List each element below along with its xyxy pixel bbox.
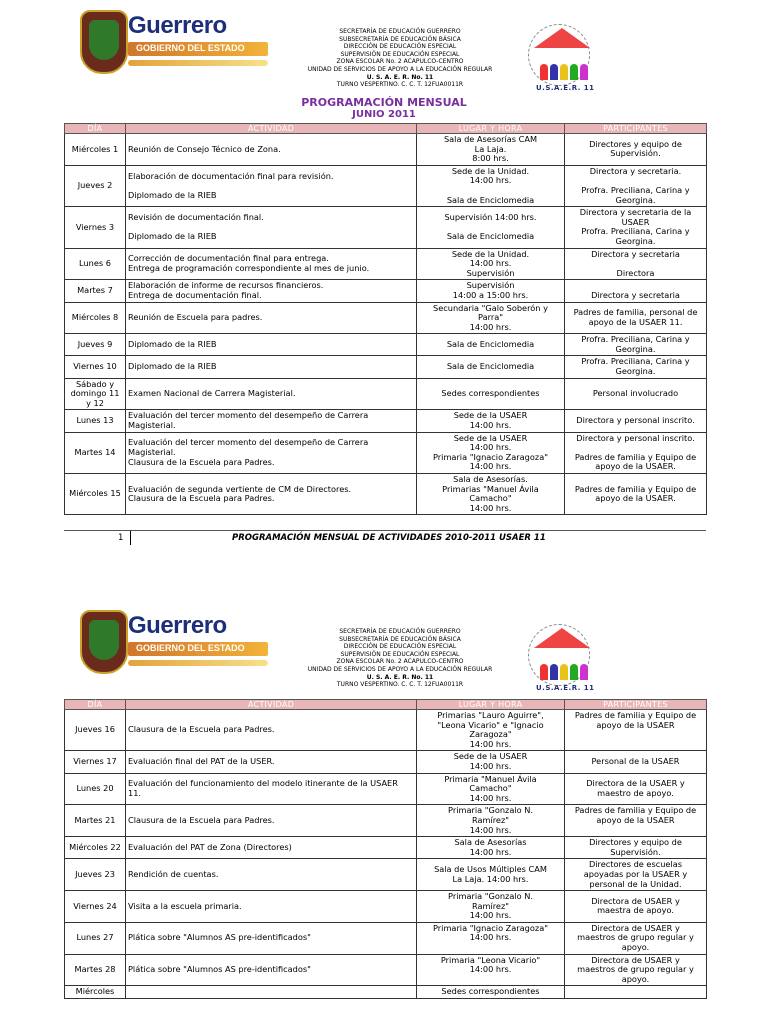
activity-cell-line: Clausura de la Escuela para Padres. bbox=[128, 814, 275, 825]
place-time-cell-line: Sede de la USAER bbox=[453, 410, 528, 421]
state-seal-icon bbox=[80, 610, 128, 674]
column-header: LUGAR Y HORA bbox=[417, 124, 565, 134]
place-time-cell-line: Sede de la Unidad. bbox=[451, 248, 530, 259]
activity-cell-line: Entrega de programación correspondiente al mes de junio. bbox=[128, 262, 370, 273]
place-time-cell-line: Primarias "Manuel Ávila bbox=[442, 483, 539, 494]
participants-cell-line: apoyo. bbox=[621, 942, 650, 953]
table-row bbox=[65, 710, 707, 751]
usaer-logo bbox=[528, 24, 598, 94]
table-row bbox=[65, 837, 707, 859]
place-time-cell-line: Primarias "Lauro Aguirre", bbox=[437, 710, 544, 720]
place-time-cell bbox=[417, 859, 565, 891]
place-time-cell-line: Primaria "Ignacio Zaragoza" bbox=[433, 451, 548, 462]
day-cell: Jueves 2 bbox=[65, 165, 126, 206]
activity-cell-line: Entrega de documentación final. bbox=[128, 289, 262, 300]
logo-brand: Guerrero bbox=[128, 612, 227, 639]
place-time-cell-line: 14:00 hrs. bbox=[469, 738, 512, 749]
activity-cell bbox=[126, 134, 417, 166]
participants-cell-line: Directora de USAER y bbox=[591, 954, 680, 965]
place-time-cell bbox=[417, 922, 565, 954]
table-header-row bbox=[65, 124, 707, 134]
participants-cell bbox=[565, 165, 707, 206]
place-time-cell-line: Sede de la USAER bbox=[453, 432, 528, 443]
day-cell: Viernes 24 bbox=[65, 891, 126, 923]
participants-cell bbox=[565, 474, 707, 515]
place-time-cell-line: Supervisión bbox=[466, 267, 515, 278]
place-time-cell-line: 14:00 hrs. bbox=[469, 442, 512, 453]
participants-cell bbox=[565, 922, 707, 954]
place-time-cell-line: Sala de Asesorías. bbox=[453, 474, 528, 484]
table-row bbox=[65, 859, 707, 891]
activity-cell-line bbox=[128, 987, 414, 997]
institution-line: DIRECCIÓN DE EDUCACIÓN ESPECIAL bbox=[343, 643, 457, 651]
table-row bbox=[65, 302, 707, 334]
participants-cell bbox=[565, 378, 707, 410]
participants-cell bbox=[565, 207, 707, 248]
participants-cell bbox=[565, 432, 707, 473]
participants-cell-line: maestros de grupo regular y bbox=[577, 964, 694, 975]
activity-cell-line: Rendición de cuentas. bbox=[128, 868, 219, 879]
activity-cell bbox=[126, 165, 417, 206]
column-header: ACTIVIDAD bbox=[126, 124, 417, 134]
participants-cell bbox=[565, 356, 707, 378]
footer-text: PROGRAMACIÓN MENSUAL DE ACTIVIDADES 2010-2011 USAER 11 bbox=[232, 533, 546, 543]
activity-cell-line: Corrección de documentación final para entrega. bbox=[128, 253, 329, 264]
place-time-cell bbox=[417, 165, 565, 206]
place-time-cell bbox=[417, 334, 565, 356]
place-time-cell-line: 14:00 hrs. bbox=[469, 846, 512, 857]
place-time-cell-line: 14:00 hrs. bbox=[469, 760, 512, 771]
participants-cell bbox=[565, 134, 707, 166]
activity-cell bbox=[126, 207, 417, 248]
place-time-cell-line: Primaria "Manuel Ávila bbox=[444, 773, 537, 784]
activity-cell-line: 11. bbox=[128, 787, 142, 798]
place-time-cell-line: 14:00 hrs. bbox=[469, 321, 512, 332]
activity-cell-line: Evaluación de segunda vertiente de CM de Directores. bbox=[128, 483, 352, 494]
guerrero-logo bbox=[80, 10, 270, 80]
participants-cell-line bbox=[567, 826, 704, 836]
activity-cell-line: Clausura de la Escuela para Padres. bbox=[128, 724, 275, 735]
participants-cell-line: Profra. Preciliana, Carina y bbox=[581, 226, 690, 237]
participants-cell-line: maestra de apoyo. bbox=[597, 905, 674, 916]
place-time-cell-line: Sede de la USAER bbox=[453, 751, 528, 762]
participants-cell-line: Padres de familia y Equipo de bbox=[574, 483, 697, 494]
participants-cell-line: apoyo de la USAER. bbox=[595, 493, 676, 504]
institution-line: TURNO VESPERTINO. C. C. T. 12FUA0011R bbox=[336, 81, 464, 89]
participants-cell-line: apoyadas por la USAER y bbox=[583, 868, 688, 879]
institution-line-bold: U. S. A. E. R. No. 11 bbox=[366, 73, 434, 81]
table-row bbox=[65, 207, 707, 248]
participants-cell-line: Georgina. bbox=[615, 366, 656, 377]
place-time-cell-line: 14:00 hrs. bbox=[469, 792, 512, 803]
column-header: PARTICIPANTES bbox=[565, 124, 707, 134]
participants-cell bbox=[565, 859, 707, 891]
participants-cell-line: Profra. Preciliana, Carina y bbox=[581, 356, 690, 367]
participants-cell-line bbox=[567, 987, 704, 997]
place-time-cell-line: Sede de la Unidad. bbox=[451, 165, 530, 176]
day-cell: Martes 21 bbox=[65, 805, 126, 837]
table-row bbox=[65, 773, 707, 805]
participants-cell-line: Padres de familia y Equipo de bbox=[574, 710, 697, 720]
day-cell: Viernes 3 bbox=[65, 207, 126, 248]
day-cell: Jueves 23 bbox=[65, 859, 126, 891]
column-header: DÍA bbox=[65, 700, 126, 710]
participants-cell-line: maestro de apoyo. bbox=[597, 787, 674, 798]
place-time-cell-line: Sala de Asesorías bbox=[454, 837, 527, 848]
activity-cell bbox=[126, 710, 417, 751]
activity-cell-line: Elaboración de informe de recursos financieros. bbox=[128, 280, 324, 291]
activity-cell-line: Clausura de la Escuela para Padres. bbox=[128, 456, 275, 467]
activity-cell bbox=[126, 837, 417, 859]
activity-cell bbox=[126, 922, 417, 954]
activity-cell bbox=[126, 859, 417, 891]
column-header: PARTICIPANTES bbox=[565, 700, 707, 710]
place-time-cell-line bbox=[419, 943, 562, 953]
place-time-cell-line: Primaria "Gonzalo N. bbox=[448, 805, 533, 816]
place-time-cell-line: 14:00 hrs. bbox=[469, 964, 512, 975]
place-time-cell-line: 14:00 hrs. bbox=[469, 420, 512, 431]
institution-line: DIRECCIÓN DE EDUCACIÓN ESPECIAL bbox=[343, 43, 457, 51]
institution-line: SUPERVISIÓN DE EDUCACIÓN ESPECIAL bbox=[340, 50, 460, 58]
day-cell: Martes 28 bbox=[65, 954, 126, 986]
place-time-cell-line: Sala de Enciclomedia bbox=[446, 339, 535, 350]
participants-cell-line: apoyo de la USAER. bbox=[595, 461, 676, 472]
place-time-cell-line: Camacho" bbox=[469, 783, 512, 794]
place-time-cell-line: Sala de Enciclomedia bbox=[446, 194, 535, 205]
participants-cell-line: Directora y personal inscrito. bbox=[576, 415, 695, 426]
place-time-cell-line: La Laja. 14:00 hrs. bbox=[452, 873, 529, 884]
table-row bbox=[65, 432, 707, 473]
day-cell: Lunes 27 bbox=[65, 922, 126, 954]
participants-cell-line: Supervisión. bbox=[610, 148, 661, 159]
place-time-cell-line: 14:00 hrs. bbox=[469, 824, 512, 835]
schedule-table-2 bbox=[64, 699, 707, 999]
participants-cell-line: Directora bbox=[616, 267, 655, 278]
participants-cell-line: Padres de familia y Equipo de bbox=[574, 451, 697, 462]
table-header-row bbox=[65, 700, 707, 710]
place-time-cell bbox=[417, 410, 565, 432]
place-time-cell-line: La Laja. bbox=[474, 143, 507, 154]
participants-cell-line: Georgina. bbox=[615, 194, 656, 205]
place-time-cell-line: Primaria "Ignacio Zaragoza" bbox=[433, 922, 548, 933]
activity-cell-line: Diplomado de la RIEB bbox=[128, 231, 217, 242]
participants-cell-line: Personal de la USAER bbox=[591, 756, 680, 767]
institution-line: SUPERVISIÓN DE EDUCACIÓN ESPECIAL bbox=[340, 650, 460, 658]
activity-cell-line: Plática sobre "Alumnos AS pre-identificados" bbox=[128, 964, 311, 975]
activity-cell bbox=[126, 773, 417, 805]
activity-cell-line: Reunión de Escuela para padres. bbox=[128, 312, 263, 323]
participants-cell bbox=[565, 805, 707, 837]
table-row bbox=[65, 378, 707, 410]
activity-cell-line: Diplomado de la RIEB bbox=[128, 361, 217, 372]
day-cell: Miércoles 1 bbox=[65, 134, 126, 166]
participants-cell-line: personal de la Unidad. bbox=[589, 878, 682, 889]
table-row bbox=[65, 280, 707, 302]
place-time-cell-line: "Leona Vicario" e "Ignacio bbox=[437, 719, 544, 730]
place-time-cell-line: Primaria "Leona Vicario" bbox=[440, 954, 541, 965]
table-row bbox=[65, 751, 707, 773]
place-time-cell-line: Sala de Asesorías CAM bbox=[443, 134, 538, 144]
table-row bbox=[65, 248, 707, 280]
place-time-cell bbox=[417, 302, 565, 334]
activity-cell-line: Evaluación del tercer momento del desempeño de Carrera Magisterial. bbox=[128, 437, 369, 458]
table-row bbox=[65, 165, 707, 206]
day-cell: Lunes 20 bbox=[65, 773, 126, 805]
activity-cell-line: Evaluación del tercer momento del desempeño de Carrera Magisterial. bbox=[128, 410, 369, 431]
participants-cell-line bbox=[567, 740, 704, 750]
day-cell: Lunes 6 bbox=[65, 248, 126, 280]
activity-cell-line: Examen Nacional de Carrera Magisterial. bbox=[128, 388, 296, 399]
day-cell: Miércoles bbox=[65, 986, 126, 999]
activity-cell bbox=[126, 805, 417, 837]
participants-cell-line: apoyo de la USAER bbox=[596, 719, 675, 730]
day-cell: Martes 7 bbox=[65, 280, 126, 302]
page-2 bbox=[0, 600, 768, 997]
activity-cell bbox=[126, 891, 417, 923]
place-time-cell-line: 8:00 hrs. bbox=[472, 153, 509, 164]
participants-cell-line: Personal involucrado bbox=[592, 388, 679, 399]
participants-cell-line: Directora y personal inscrito. bbox=[576, 432, 695, 443]
institution-line-bold: U. S. A. E. R. No. 11 bbox=[366, 673, 434, 681]
place-time-cell-line: 14:00 hrs. bbox=[469, 258, 512, 269]
place-time-cell-line: Camacho" bbox=[469, 493, 512, 504]
activity-cell bbox=[126, 986, 417, 999]
day-cell: Miércoles 15 bbox=[65, 474, 126, 515]
people-icon bbox=[538, 644, 586, 680]
activity-cell-line: Visita a la escuela primaria. bbox=[128, 900, 242, 911]
place-time-cell bbox=[417, 474, 565, 515]
participants-cell bbox=[565, 410, 707, 432]
participants-cell-line: USAER bbox=[621, 216, 650, 227]
place-time-cell-line: 14:00 hrs. bbox=[469, 910, 512, 921]
institution-line: SECRETARÍA DE EDUCACIÓN GUERRERO bbox=[339, 28, 461, 35]
participants-cell-line: Padres de familia, personal de bbox=[573, 307, 698, 318]
participants-cell bbox=[565, 837, 707, 859]
place-time-cell bbox=[417, 248, 565, 280]
activity-cell-line: Revisión de documentación final. bbox=[128, 211, 264, 222]
place-time-cell bbox=[417, 356, 565, 378]
table-row bbox=[65, 410, 707, 432]
institution-line: SUBSECRETARÍA DE EDUCACIÓN BÁSICA bbox=[339, 35, 461, 43]
place-time-cell bbox=[417, 805, 565, 837]
participants-cell bbox=[565, 334, 707, 356]
place-time-cell-line: 14:00 hrs. bbox=[469, 175, 512, 186]
table-row bbox=[65, 356, 707, 378]
place-time-cell-line: 14:00 hrs. bbox=[469, 502, 512, 513]
activity-cell bbox=[126, 954, 417, 986]
activity-cell-line: Clausura de la Escuela para Padres. bbox=[128, 493, 275, 504]
institution-text bbox=[290, 628, 510, 689]
participants-cell-line: apoyo de la USAER bbox=[596, 814, 675, 825]
participants-cell-line: Directores y equipo de bbox=[589, 138, 682, 149]
participants-cell-line: Profra. Preciliana, Carina y bbox=[581, 334, 690, 345]
day-cell: Miércoles 22 bbox=[65, 837, 126, 859]
activity-cell bbox=[126, 302, 417, 334]
participants-cell bbox=[565, 954, 707, 986]
column-header: LUGAR Y HORA bbox=[417, 700, 565, 710]
letterhead bbox=[0, 600, 768, 690]
logo-brand: Guerrero bbox=[128, 12, 227, 39]
schedule-table-1 bbox=[64, 123, 707, 515]
column-header: ACTIVIDAD bbox=[126, 700, 417, 710]
place-time-cell-line: 14:00 hrs. bbox=[469, 932, 512, 943]
participants-cell-line: apoyo. bbox=[621, 973, 650, 984]
participants-cell-line: Directora de USAER y bbox=[591, 922, 680, 933]
institution-line: SECRETARÍA DE EDUCACIÓN GUERRERO bbox=[339, 628, 461, 635]
participants-cell bbox=[565, 986, 707, 999]
institution-line: ZONA ESCOLAR No. 2 ACAPULCO-CENTRO bbox=[336, 58, 464, 66]
place-time-cell-line: Sedes correspondientes bbox=[441, 388, 540, 399]
place-time-cell bbox=[417, 986, 565, 999]
participants-cell-line: Profra. Preciliana, Carina y bbox=[581, 184, 690, 195]
place-time-cell bbox=[417, 280, 565, 302]
activity-cell bbox=[126, 334, 417, 356]
participants-cell-line: Directora de USAER y bbox=[591, 895, 680, 906]
participants-cell-line: Georgina. bbox=[615, 343, 656, 354]
place-time-cell-line: Sala de Enciclomedia bbox=[446, 361, 535, 372]
participants-cell bbox=[565, 751, 707, 773]
usaer-logo-label: U.S.A.E.R. 11 bbox=[536, 84, 595, 92]
activity-cell bbox=[126, 751, 417, 773]
place-time-cell-line: Supervisión bbox=[466, 280, 515, 291]
participants-cell-line: Directora de la USAER y bbox=[586, 778, 685, 789]
place-time-cell-line: Ramírez" bbox=[471, 814, 510, 825]
activity-cell-line: Elaboración de documentación final para revisión. bbox=[128, 170, 334, 181]
column-header: DÍA bbox=[65, 124, 126, 134]
day-cell: Miércoles 8 bbox=[65, 302, 126, 334]
participants-cell-line: apoyo de la USAER 11. bbox=[588, 316, 683, 327]
participants-cell-line: Supervisión. bbox=[610, 846, 661, 857]
day-cell: Viernes 17 bbox=[65, 751, 126, 773]
place-time-cell bbox=[417, 710, 565, 751]
table-row bbox=[65, 954, 707, 986]
day-cell: Lunes 13 bbox=[65, 410, 126, 432]
activity-cell-line: Evaluación del PAT de Zona (Directores) bbox=[128, 841, 292, 852]
table-row bbox=[65, 891, 707, 923]
place-time-cell bbox=[417, 773, 565, 805]
participants-cell bbox=[565, 280, 707, 302]
activity-cell bbox=[126, 474, 417, 515]
place-time-cell bbox=[417, 837, 565, 859]
usaer-logo-label: U.S.A.E.R. 11 bbox=[536, 684, 595, 692]
activity-cell bbox=[126, 280, 417, 302]
place-time-cell bbox=[417, 751, 565, 773]
participants-cell-line: Directora y secretaria bbox=[591, 289, 680, 300]
participants-cell bbox=[565, 302, 707, 334]
place-time-cell-line: Ramírez" bbox=[471, 900, 510, 911]
table-row bbox=[65, 922, 707, 954]
institution-line: UNIDAD DE SERVICIOS DE APOYO A LA EDUCACIÓN REGULAR bbox=[307, 65, 493, 73]
day-cell: Jueves 16 bbox=[65, 710, 126, 751]
activity-cell bbox=[126, 356, 417, 378]
activity-cell bbox=[126, 432, 417, 473]
table-row bbox=[65, 134, 707, 166]
institution-line: SUBSECRETARÍA DE EDUCACIÓN BÁSICA bbox=[339, 635, 461, 643]
day-cell: Viernes 10 bbox=[65, 356, 126, 378]
activity-cell bbox=[126, 378, 417, 410]
place-time-cell bbox=[417, 207, 565, 248]
place-time-cell-line: Zaragoza" bbox=[469, 729, 512, 740]
logo-subtitle: GOBIERNO DEL ESTADO bbox=[136, 43, 245, 53]
participants-cell-line: maestros de grupo regular y bbox=[577, 932, 694, 943]
place-time-cell-line: Sedes correspondientes bbox=[441, 986, 540, 997]
place-time-cell-line: Sala de Enciclomedia bbox=[446, 231, 535, 242]
activity-cell-line: Diplomado de la RIEB bbox=[128, 339, 217, 350]
institution-line: ZONA ESCOLAR No. 2 ACAPULCO-CENTRO bbox=[336, 658, 464, 666]
place-time-cell bbox=[417, 954, 565, 986]
page-number: 1 bbox=[118, 533, 124, 543]
guerrero-logo bbox=[80, 610, 270, 680]
place-time-cell bbox=[417, 378, 565, 410]
table-row bbox=[65, 805, 707, 837]
letterhead bbox=[0, 0, 768, 90]
activity-cell bbox=[126, 248, 417, 280]
activity-cell-line: Evaluación del funcionamiento del modelo itinerante de la USAER bbox=[128, 778, 398, 789]
place-time-cell-line: 14:00 a 15:00 hrs. bbox=[452, 289, 529, 300]
participants-cell-line: Georgina. bbox=[615, 235, 656, 246]
table-row bbox=[65, 334, 707, 356]
activity-cell-line: Reunión de Consejo Técnico de Zona. bbox=[128, 143, 281, 154]
day-cell: Sábado y domingo 11 y 12 bbox=[65, 378, 126, 410]
participants-cell-line: Directora y secretaria bbox=[591, 248, 680, 259]
participants-cell-line: Directores y equipo de bbox=[589, 837, 682, 848]
table-row bbox=[65, 986, 707, 999]
place-time-cell bbox=[417, 432, 565, 473]
institution-line: UNIDAD DE SERVICIOS DE APOYO A LA EDUCACIÓN REGULAR bbox=[307, 665, 493, 673]
place-time-cell bbox=[417, 134, 565, 166]
document-title: PROGRAMACIÓN MENSUAL bbox=[301, 96, 467, 109]
place-time-cell-line: 14:00 hrs. bbox=[469, 461, 512, 472]
participants-cell bbox=[565, 891, 707, 923]
table-row bbox=[65, 474, 707, 515]
participants-cell-line: Directora y secretaria de la bbox=[579, 207, 692, 218]
state-seal-icon bbox=[80, 10, 128, 74]
participants-cell bbox=[565, 248, 707, 280]
place-time-cell-line: Parra" bbox=[478, 312, 503, 323]
place-time-cell-line: Sala de Usos Múltiples CAM bbox=[434, 864, 547, 875]
place-time-cell bbox=[417, 891, 565, 923]
day-cell: Martes 14 bbox=[65, 432, 126, 473]
activity-cell bbox=[126, 410, 417, 432]
footer-divider bbox=[64, 530, 706, 531]
institution-text bbox=[290, 28, 510, 89]
document-subtitle: JUNIO 2011 bbox=[352, 109, 416, 120]
participants-cell bbox=[565, 773, 707, 805]
institution-line: TURNO VESPERTINO. C. C. T. 12FUA0011R bbox=[336, 681, 464, 689]
activity-cell-line: Plática sobre "Alumnos AS pre-identificados" bbox=[128, 932, 311, 943]
participants-cell bbox=[565, 710, 707, 751]
usaer-logo bbox=[528, 624, 598, 694]
place-time-cell-line: Primaria "Gonzalo N. bbox=[448, 891, 533, 902]
place-time-cell-line: Supervisión 14:00 hrs. bbox=[444, 211, 537, 222]
people-icon bbox=[538, 44, 586, 80]
participants-cell-line: Directores de escuelas bbox=[588, 859, 683, 870]
place-time-cell-line bbox=[419, 975, 562, 985]
logo-subtitle: GOBIERNO DEL ESTADO bbox=[136, 643, 245, 653]
activity-cell-line: Evaluación final del PAT de la USER. bbox=[128, 756, 275, 767]
participants-cell-line: Padres de familia y Equipo de bbox=[574, 805, 697, 816]
day-cell: Jueves 9 bbox=[65, 334, 126, 356]
activity-cell-line: Diplomado de la RIEB bbox=[128, 189, 217, 200]
participants-cell-line: Directora y secretaria. bbox=[589, 165, 682, 176]
place-time-cell-line: Secundaria "Galo Soberón y bbox=[433, 302, 548, 313]
